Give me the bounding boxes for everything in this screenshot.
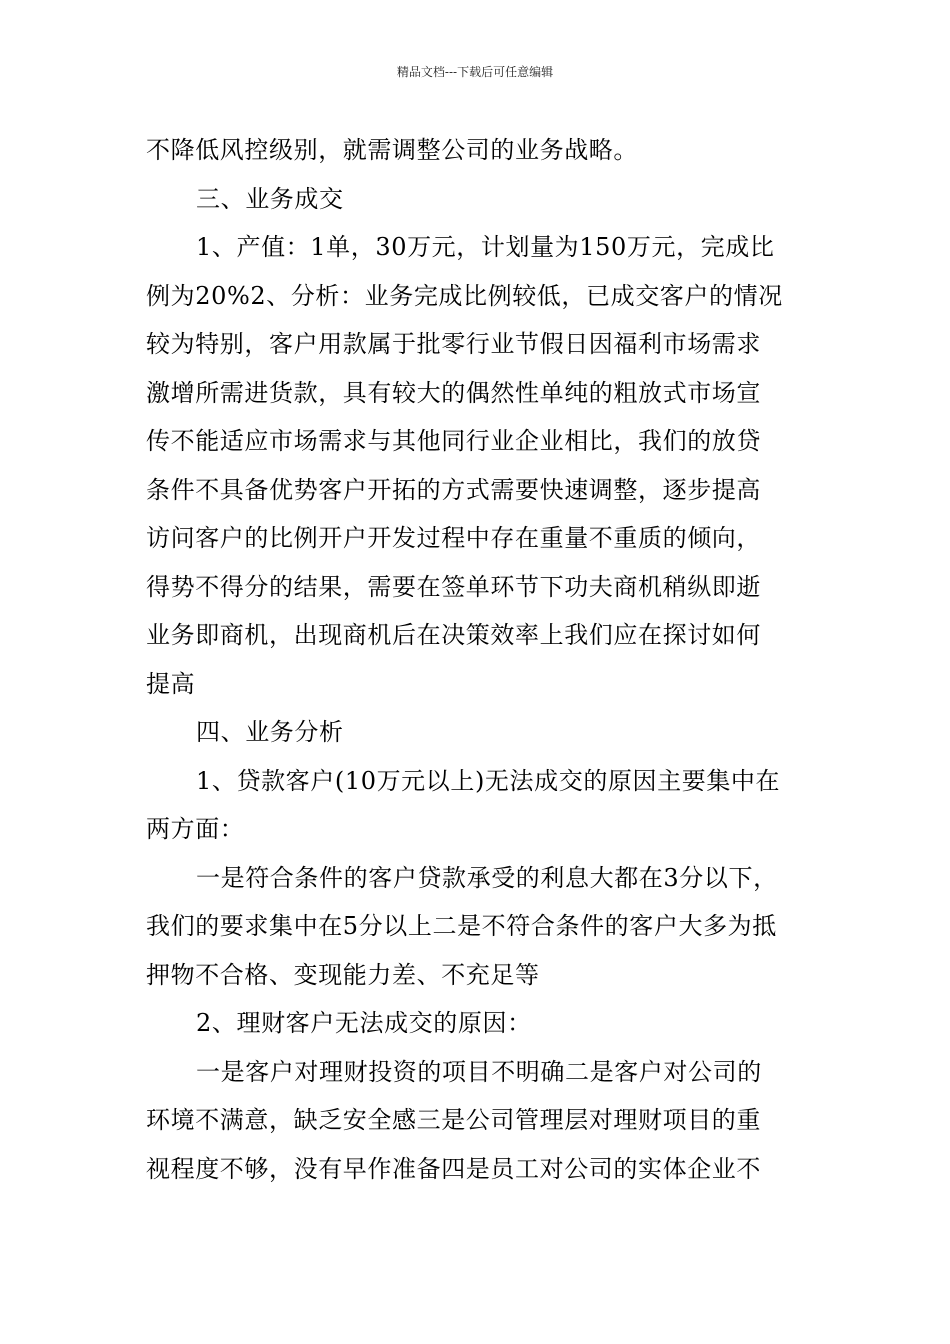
text-line: 较为特别，客户用款属于批零行业节假日因福利市场需求 [146, 330, 761, 358]
text-line: 业务即商机，出现商机后在决策效率上我们应在探讨如何 [146, 621, 761, 649]
text-line: 押物不合格、变现能力差、不充足等 [146, 960, 540, 989]
text-line: 不降低风控级别，就需调整公司的业务战略。 [146, 136, 638, 164]
text-line: 我们的要求集中在5分以上二是不符合条件的客户大多为抵 [146, 912, 777, 940]
text-line: 条件不具备优势客户开拓的方式需要快速调整，逐步提高 [146, 475, 761, 504]
text-line: 1、产值：1单，30万元，计划量为150万元，完成比 [196, 233, 775, 261]
text-line: 两方面： [146, 815, 245, 843]
text-line: 视程度不够，没有早作准备四是员工对公司的实体企业不 [146, 1154, 761, 1183]
document-body [146, 126, 808, 1193]
section-heading: 四、业务分析 [196, 718, 344, 746]
text-line: 一是客户对理财投资的项目不明确二是客户对公司的 [196, 1057, 762, 1086]
text-line: 环境不满意，缺乏安全感三是公司管理层对理财项目的重 [146, 1106, 761, 1134]
page-header: 精品文档---下载后可任意编辑 [396, 65, 554, 79]
text-line: 2、理财客户无法成交的原因： [196, 1009, 532, 1037]
text-line: 得势不得分的结果，需要在签单环节下功夫商机稍纵即逝 [146, 572, 761, 601]
text-line: 例为20%2、分析：业务完成比例较低，已成交客户的情况 [146, 281, 783, 310]
text-line: 1、贷款客户(10万元以上)无法成交的原因主要集中在 [196, 766, 781, 795]
text-line: 激增所需进货款，具有较大的偶然性单纯的粗放式市场宣 [146, 378, 761, 407]
text-line: 一是符合条件的客户贷款承受的利息大都在3分以下， [196, 863, 778, 892]
text-line: 提高 [146, 669, 196, 698]
text-line: 传不能适应市场需求与其他同行业企业相比，我们的放贷 [146, 427, 761, 455]
text-line: 访问客户的比例开户开发过程中存在重量不重质的倾向， [146, 524, 761, 552]
section-heading: 三、业务成交 [196, 184, 344, 213]
